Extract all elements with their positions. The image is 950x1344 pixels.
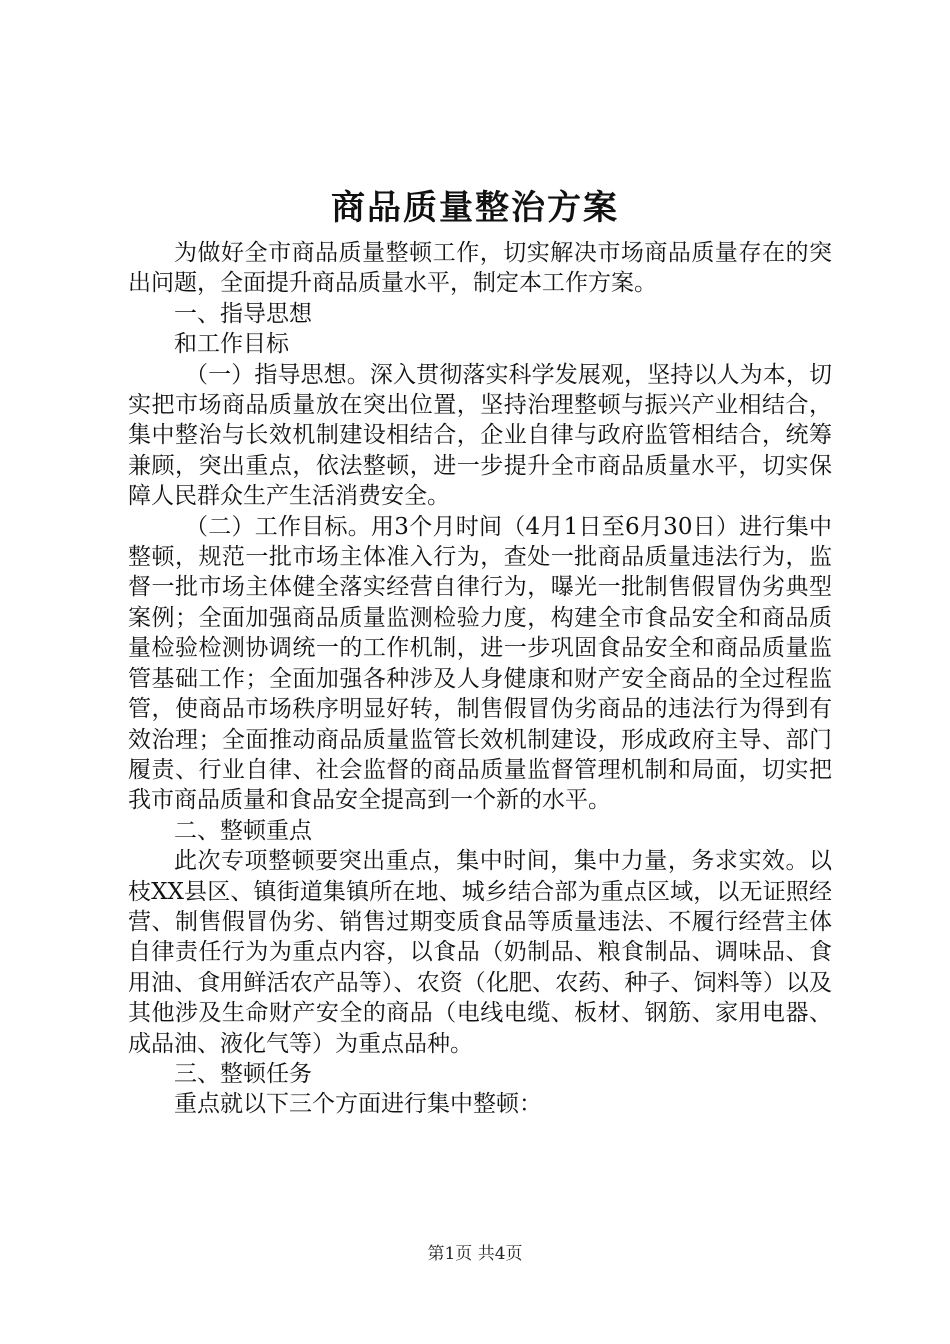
paragraph-work-goals: （二）工作目标。用3个月时间（4月1日至6月30日）进行集中整顿，规范一批市场主体准入行为，查处一批商品质量违法行为，监督一批市场主体健全落实经营自律行为，曝光一批制售假冒伪劣典型案例；全面加强商品质量监测检验力度，构建全市食品安全和商品质量检验检测协调统一的工作机制，进一步巩固食品安全和商品质量监管基础工作；全面加强各种涉及人身健康和财产安全商品的全过程监管，使商品市场秩序明显好转，制售假冒伪劣商品的违法行为得到有效治理；全面推动商品质量监管长效机制建设，形成政府主导、部门履责、行业自律、社会监督的商品质量监督管理机制和局面，切实把我市商品质量和食品安全提高到一个新的水平。 [128,513,832,814]
document-body [128,238,832,1120]
page-footer: 第1页 共4页 [427,1244,523,1264]
section-heading-rectification-tasks: 三、整顿任务 [174,1060,312,1087]
section-heading-continuation: 和工作目标 [174,331,289,358]
document-title: 商品质量整治方案 [331,188,619,228]
paragraph-rectification-tasks: 重点就以下三个方面进行集中整顿： [174,1091,542,1118]
intro-paragraph: 为做好全市商品质量整顿工作，切实解决市场商品质量存在的突出问题，全面提升商品质量水平，制定本工作方案。 [128,240,832,297]
section-heading-guiding-ideology: 一、指导思想 [174,300,312,327]
paragraph-guiding-ideology: （一）指导思想。深入贯彻落实科学发展观，坚持以人为本，切实把市场商品质量放在突出位置，坚持治理整顿与振兴产业相结合，集中整治与长效机制建设相结合，企业自律与政府监管相结合，统筹兼顾，突出重点，依法整顿，进一步提升全市商品质量水平，切实保障人民群众生产生活消费安全。 [128,361,832,510]
paragraph-rectification-focus: 此次专项整顿要突出重点，集中时间，集中力量，务求实效。以枝XX县区、镇街道集镇所在地、城乡结合部为重点区域，以无证照经营、制售假冒伪劣、销售过期变质食品等质量违法、不履行经营主体自律责任行为为重点内容，以食品（奶制品、粮食制品、调味品、食用油、食用鲜活农产品等）、农资（化肥、农药、种子、饲料等）以及其他涉及生命财产安全的商品（电线电缆、板材、钢筋、家用电器、成品油、液化气等）为重点品种。 [128,848,832,1057]
section-heading-rectification-focus: 二、整顿重点 [174,817,312,844]
